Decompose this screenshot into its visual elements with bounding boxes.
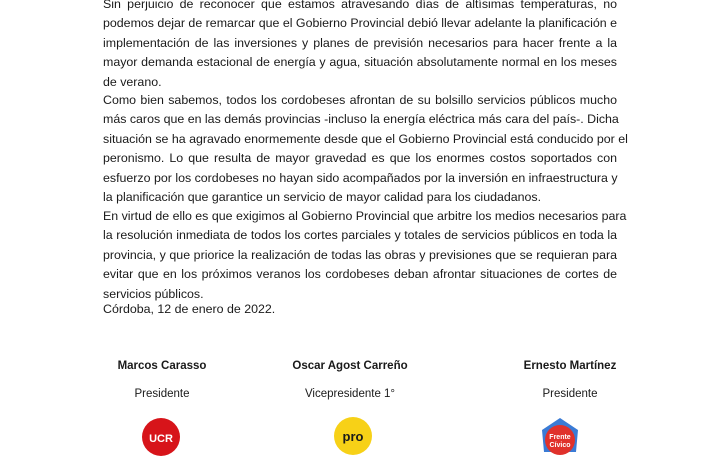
paragraph-2 xyxy=(103,91,628,207)
signature-block-1 xyxy=(72,358,252,402)
paragraph-line: más caros que en las demás provincias -incluso la energía eléctrica más cara del país-. Dicha xyxy=(103,112,619,127)
paragraph-line: provincia, y que priorice la realización de todas las obras y previsiones que se requieran para xyxy=(103,247,617,262)
pro-logo xyxy=(330,416,376,456)
paragraph-line: la planificación que garantice un servicio de mayor calidad para los ciudadanos. xyxy=(103,190,542,205)
paragraph-line: mayor demanda estacional de energía y agua, situación absolutamente normal en los meses xyxy=(103,55,617,70)
signer-name: Marcos Carasso xyxy=(117,360,207,372)
paragraph-3 xyxy=(103,207,627,304)
paragraph-line: evitar que en los próximos veranos los cordobeses deban afrontar situaciones de cortes de xyxy=(103,267,617,282)
paragraph-line: de verano. xyxy=(103,74,162,89)
paragraph-line: esfuerzo por los cordobeses no hayan sido acompañados por la inversión en infraestructura y xyxy=(103,170,618,185)
ucr-logo xyxy=(141,417,181,457)
paragraph-line: Sin perjuicio de reconocer que estamos atravesando días de altísimas temperaturas, no xyxy=(103,0,617,11)
svg-text:pro: pro xyxy=(342,429,364,444)
signature-block-2 xyxy=(260,358,440,402)
signer-name: Ernesto Martínez xyxy=(523,360,617,372)
svg-text:Frente: Frente xyxy=(549,434,571,441)
paragraph-line: la resolución inmediata de todos los cortes parciales y totales de servicios públicos en toda la xyxy=(103,228,617,243)
signature-block-3 xyxy=(480,358,660,402)
paragraph-1 xyxy=(103,0,617,92)
paragraph-line: peronismo. Lo que resulta de mayor gravedad es que los enormes costos soportados con xyxy=(103,151,617,166)
paragraph-line: podemos dejar de remarcar que el Gobierno Provincial debió llevar adelante la planificación e xyxy=(103,16,617,31)
signer-role: Vicepresidente 1° xyxy=(304,388,396,400)
paragraph-line: servicios públicos. xyxy=(103,286,204,301)
signer-name: Oscar Agost Carreño xyxy=(292,360,408,372)
signer-role: Presidente xyxy=(134,388,190,400)
paragraph-line: implementación de las inversiones y planes de previsión necesarios para hacer frente a la xyxy=(103,35,617,50)
signer-role: Presidente xyxy=(542,388,598,400)
paragraph-line: situación se ha agravado enormemente desde que el Gobierno Provincial está conducido por el xyxy=(103,131,628,146)
paragraph-line: Como bien sabemos, todos los cordobeses afrontan de su bolsillo servicios públicos mucho xyxy=(103,93,617,107)
svg-text:Cívico: Cívico xyxy=(549,442,571,449)
svg-text:UCR: UCR xyxy=(149,433,173,445)
paragraph-line: En virtud de ello es que exigimos al Gobierno Provincial que arbitre los medios necesarios para xyxy=(103,209,627,223)
dateline: Córdoba, 12 de enero de 2022. xyxy=(103,302,276,316)
frente-civico-logo xyxy=(536,416,584,456)
